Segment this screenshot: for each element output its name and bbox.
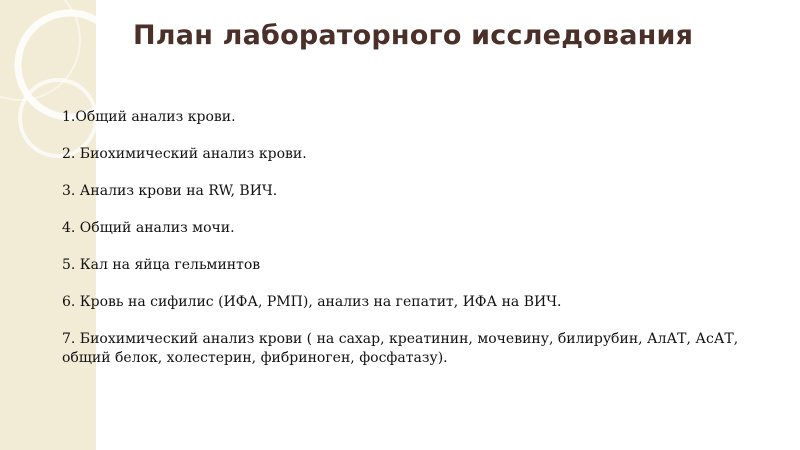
list-item: 4. Общий анализ мочи. [62, 220, 235, 236]
list-item: 3. Анализ крови на RW, ВИЧ. [62, 183, 278, 199]
analysis-list [62, 108, 762, 386]
list-item: 7. Биохимический анализ крови ( на сахар, креатинин, мочевину, билирубин, АлАТ, АсАТ, общий белок, холестерин, фибриноген, фосфатазу). [62, 331, 739, 366]
list-item: 2. Биохимический анализ крови. [62, 146, 307, 162]
list-item: 6. Кровь на сифилис (ИФА, РМП), анализ на гепатит, ИФА на ВИЧ. [62, 294, 562, 310]
slide-title: План лабораторного исследования [133, 20, 694, 51]
list-item: 1.Общий анализ крови. [62, 109, 236, 125]
list-item: 5. Кал на яйца гельминтов [62, 257, 261, 273]
